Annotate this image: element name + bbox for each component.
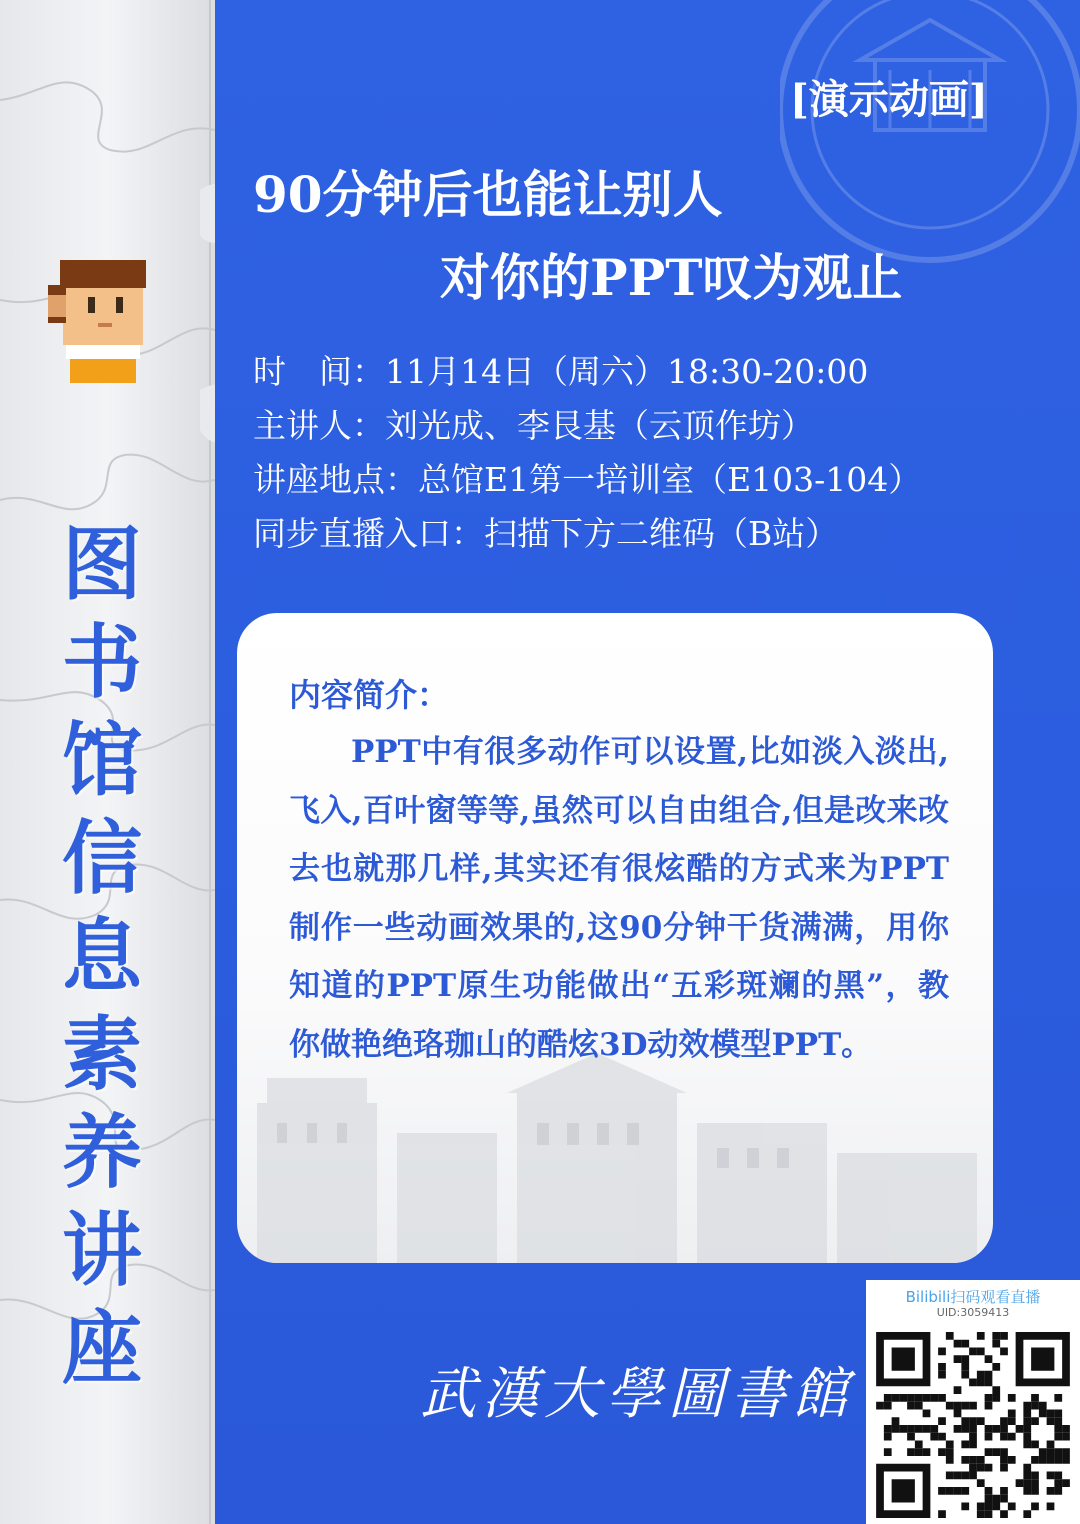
intro-heading: 内容简介： <box>289 676 450 714</box>
intro-card <box>237 613 993 1263</box>
qr-uid: UID:3059413 <box>936 1306 1010 1319</box>
qr-caption: Bilibili扫码观看直播 <box>905 1288 1041 1306</box>
info-livestream: 同步直播入口：扫描下方二维码（B站） <box>253 514 839 553</box>
side-title: 图 书 馆 信 息 素 养 讲 座 <box>62 517 142 1395</box>
title-line-2: 对你的PPT叹为观止 <box>440 248 903 307</box>
info-time: 时 间：11月14日（周六）18:30-20:00 <box>253 352 869 391</box>
library-signature: 武漢大學圖書館 <box>420 1362 854 1427</box>
qr-code[interactable] <box>876 1332 1070 1518</box>
demo-tag: [演示动画] <box>790 76 988 123</box>
info-speaker: 主讲人：刘光成、李艮基（云顶作坊） <box>253 406 814 445</box>
qr-card[interactable] <box>866 1280 1080 1524</box>
title-line-1: 90分钟后也能让别人 <box>253 165 723 224</box>
info-location: 讲座地点：总馆E1第一培训室（E103-104） <box>253 460 922 499</box>
event-info <box>253 345 921 561</box>
mascot-icon <box>38 255 168 385</box>
intro-body: PPT中有很多动作可以设置,比如淡入淡出,飞入,百叶窗等等,虽然可以自由组合,但是改来改去也就那几样,其实还有很炫酷的方式来为PPT制作一些动画效果的,这90分钟干货满满，用你知道的PPT原生功能做出“五彩斑斓的黑”，教你做艳绝珞珈山的酷炫3D动效模型PPT。 <box>289 734 949 1063</box>
